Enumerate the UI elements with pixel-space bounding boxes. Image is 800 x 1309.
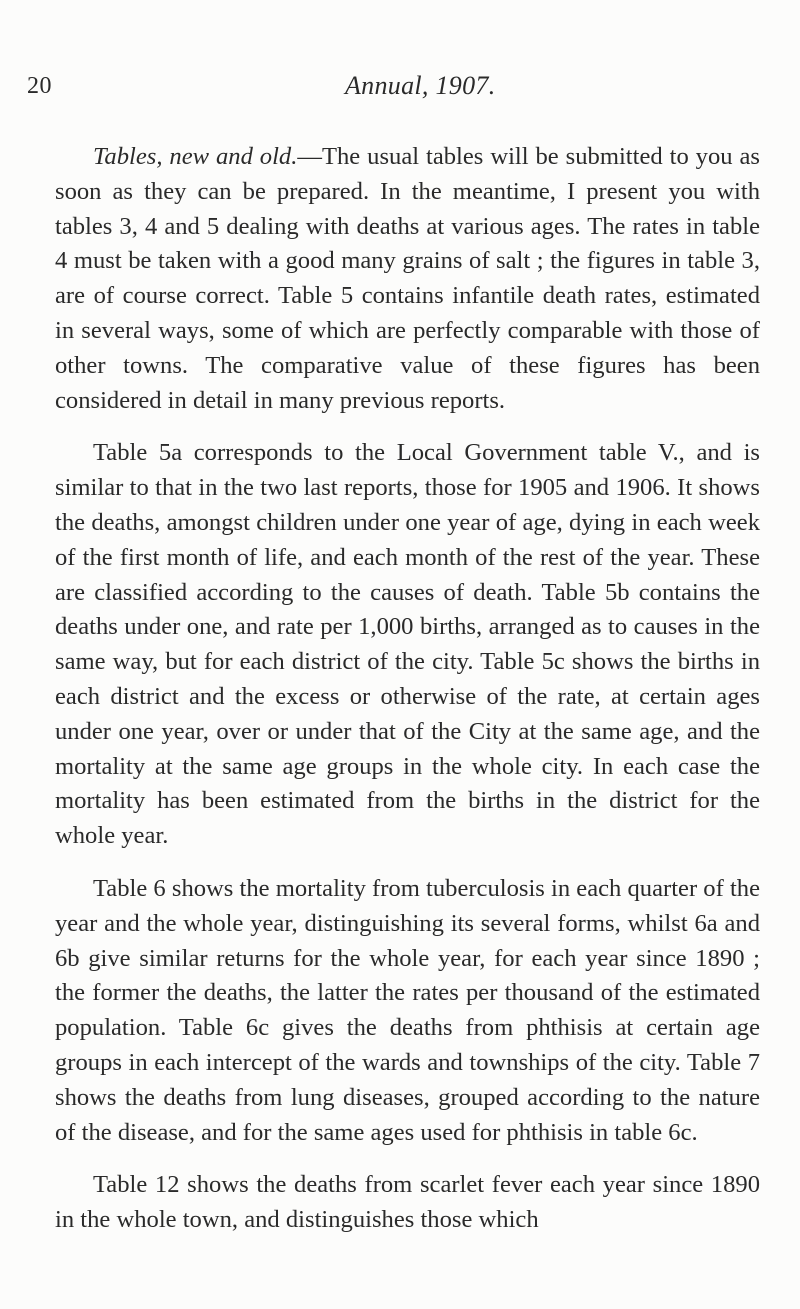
paragraph-table-5a: Table 5a corresponds to the Local Government table V., and is similar to that in the two last reports, those for 1905 and 1906. It shows the deaths, amongst children under one year of age, dying in each week of the first month of life, and each month of the rest of the year. These are classified according to the causes of death. Table 5b contains the deaths under one, and rate per 1,000 births, arranged as to causes in the same way, but for each district of the city. Table 5c shows the births in each district and the excess or otherwise of the rate, at certain ages under one year, over or under that of the City at the same age, and the mortality at the same age groups in the whole city. In each case the mortality has been estimated from the births in the district for the whole year. xyxy=(55,439,760,850)
paragraph-table-6: Table 6 shows the mortality from tuberculosis in each quarter of the year and the whole year, distinguishing its several forms, whilst 6a and 6b give similar returns for the whole year, for each year since 1890 ; the former the deaths, the latter the rates per thousand of the estimated population. Table 6c gives the deaths from phthisis at certain age groups in each intercept of the wards and townships of the city. Table 7 shows the deaths from lung diseases, grouped according to the nature of the disease, and for the same ages used for phthisis in table 6c. xyxy=(55,874,760,1146)
page-number: 20 xyxy=(27,73,52,99)
running-title: Annual, 1907. xyxy=(345,71,496,100)
body-text xyxy=(55,140,760,1238)
paragraph-lead-heading: Tables, new and old. xyxy=(93,143,298,170)
paragraph-text: —The usual tables will be submitted to you as soon as they can be prepared. In the meantime, I present you with tables 3, 4 and 5 dealing with deaths at various ages. The rates in table 4 must be taken with a good many grains of salt ; the figures in table 3, are of course correct. Table 5 contains infantile death rates, estimated in several ways, some of which are perfectly comparable with those of other towns. The comparative value of these figures has been considered in detail in many previous reports. xyxy=(55,143,760,414)
paragraph-table-12: Table 12 shows the deaths from scarlet fever each year since 1890 in the whole town, and distinguishes those which xyxy=(55,1171,760,1234)
paragraph-tables-new-and-old xyxy=(55,140,760,418)
